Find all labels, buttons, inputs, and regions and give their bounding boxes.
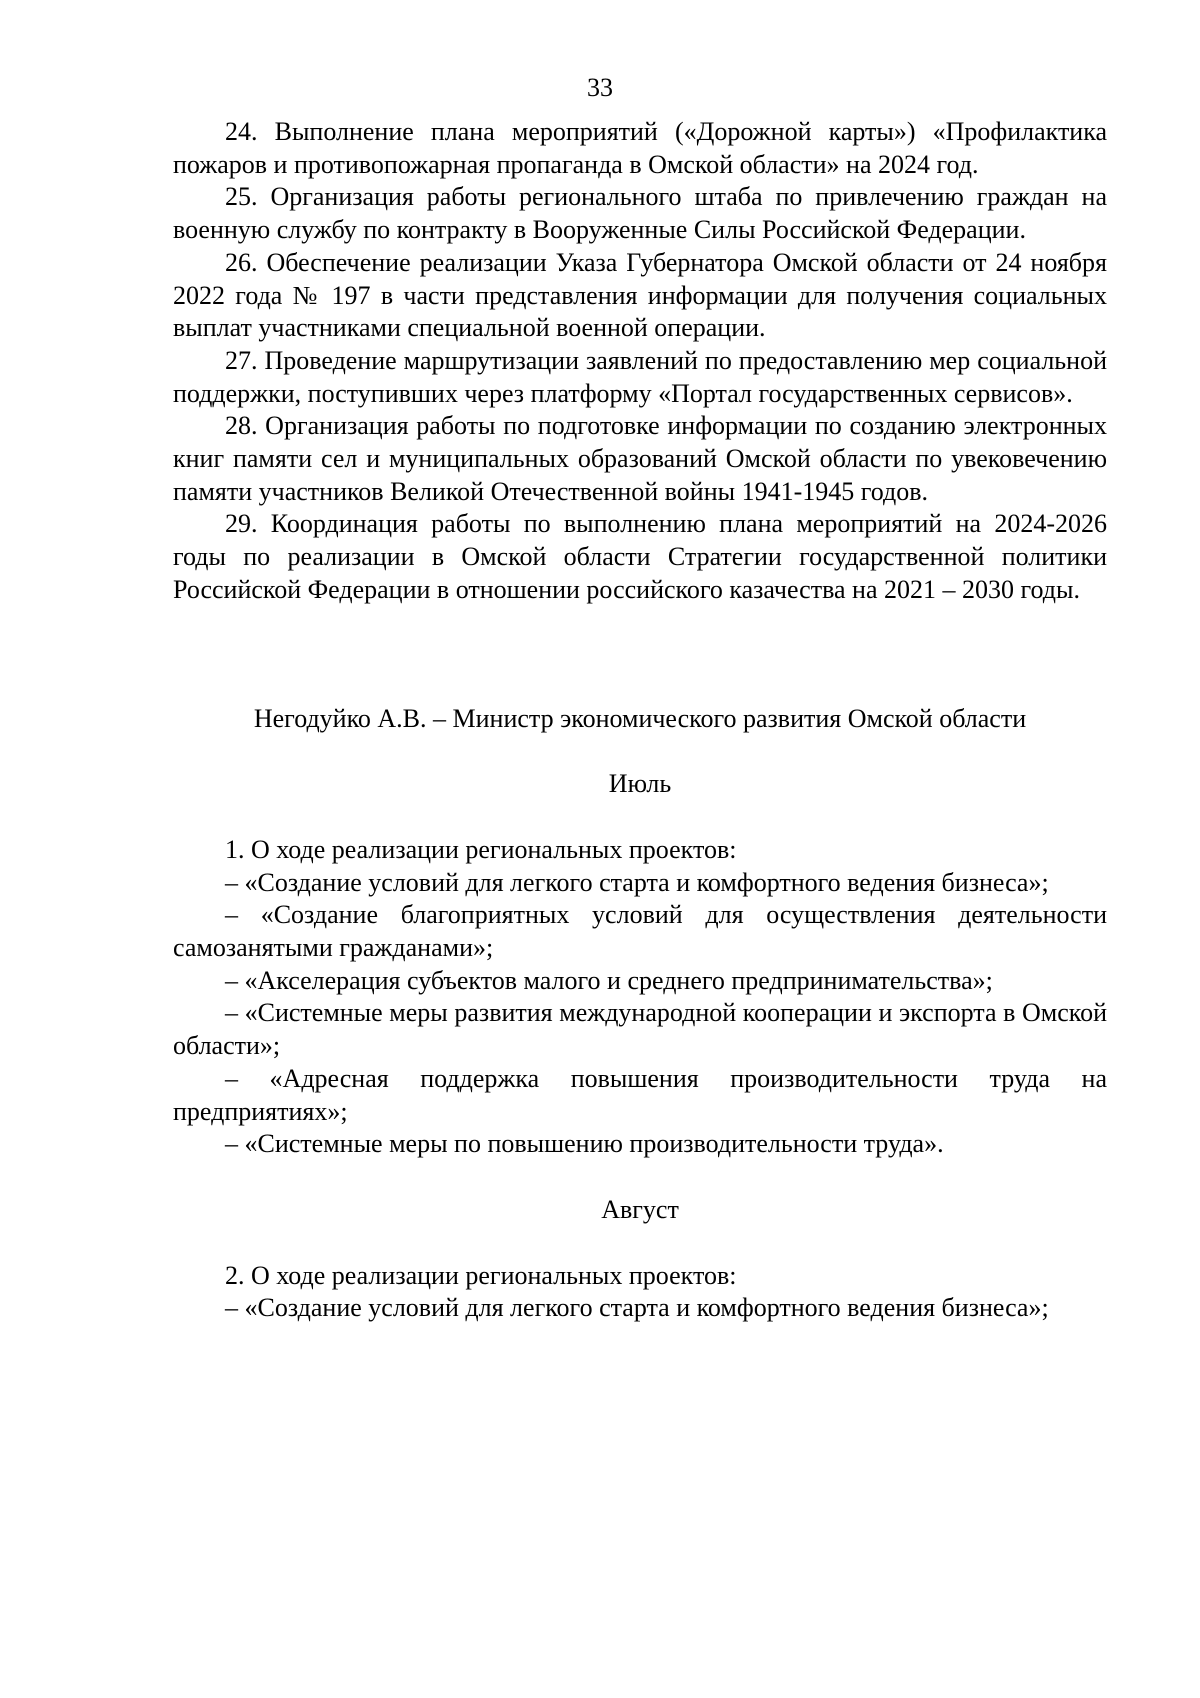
july-project-6: – «Системные меры по повышению производительности труда».	[225, 1129, 944, 1159]
august-project-1: – «Создание условий для легкого старта и комфортного ведения бизнеса»;	[225, 1293, 1049, 1323]
month-heading-july: Июль	[608, 769, 672, 799]
plan-item-25: 25. Организация работы регионального штаба по привлечению граждан на военную службу по контракту в Вооруженные Силы Российской Федерации.	[173, 182, 1107, 245]
month-heading-august: Август	[601, 1194, 679, 1224]
plan-item-27: 27. Проведение маршрутизации заявлений по предоставлению мер социальной поддержки, поступивших через платформу «Портал государственных сервисов».	[173, 345, 1107, 408]
page-number: 33	[587, 73, 613, 102]
july-project-5: – «Адресная поддержка повышения производительности труда на предприятиях»;	[173, 1063, 1107, 1126]
plan-item-29: 29. Координация работы по выполнению плана мероприятий на 2024-2026 годы по реализации в Омской области Стратегии государственной политики Российской Федерации в отношении российского казачества на 2021 – 2030 годы.	[173, 509, 1107, 604]
july-project-1: – «Создание условий для легкого старта и комфортного ведения бизнеса»;	[225, 867, 1049, 897]
july-project-4: – «Системные меры развития международной кооперации и экспорта в Омской области»;	[173, 998, 1107, 1061]
august-item-2: 2. О ходе реализации региональных проектов:	[225, 1260, 737, 1290]
minister-heading: Негодуйко А.В. – Министр экономического развития Омской области	[253, 703, 1027, 733]
plan-item-28: 28. Организация работы по подготовке информации по созданию электронных книг памяти сел и муниципальных образований Омской области по увековечению памяти участников Великой Отечественной войны 1941-1945 годов.	[173, 411, 1107, 506]
july-project-2: – «Создание благоприятных условий для осуществления деятельности самозанятыми гражданами»;	[173, 900, 1107, 963]
plan-item-24: 24. Выполнение плана мероприятий («Дорожной карты») «Профилактика пожаров и противопожарная пропаганда в Омской области» на 2024 год.	[173, 117, 1107, 179]
july-item-1: 1. О ходе реализации региональных проектов:	[225, 834, 737, 864]
document-body	[173, 116, 1107, 1325]
july-project-3: – «Акселерация субъектов малого и среднего предпринимательства»;	[225, 965, 993, 995]
plan-item-26: 26. Обеспечение реализации Указа Губернатора Омской области от 24 ноября 2022 года № 197 в части представления информации для получения социальных выплат участниками специальной военной операции.	[173, 247, 1107, 343]
